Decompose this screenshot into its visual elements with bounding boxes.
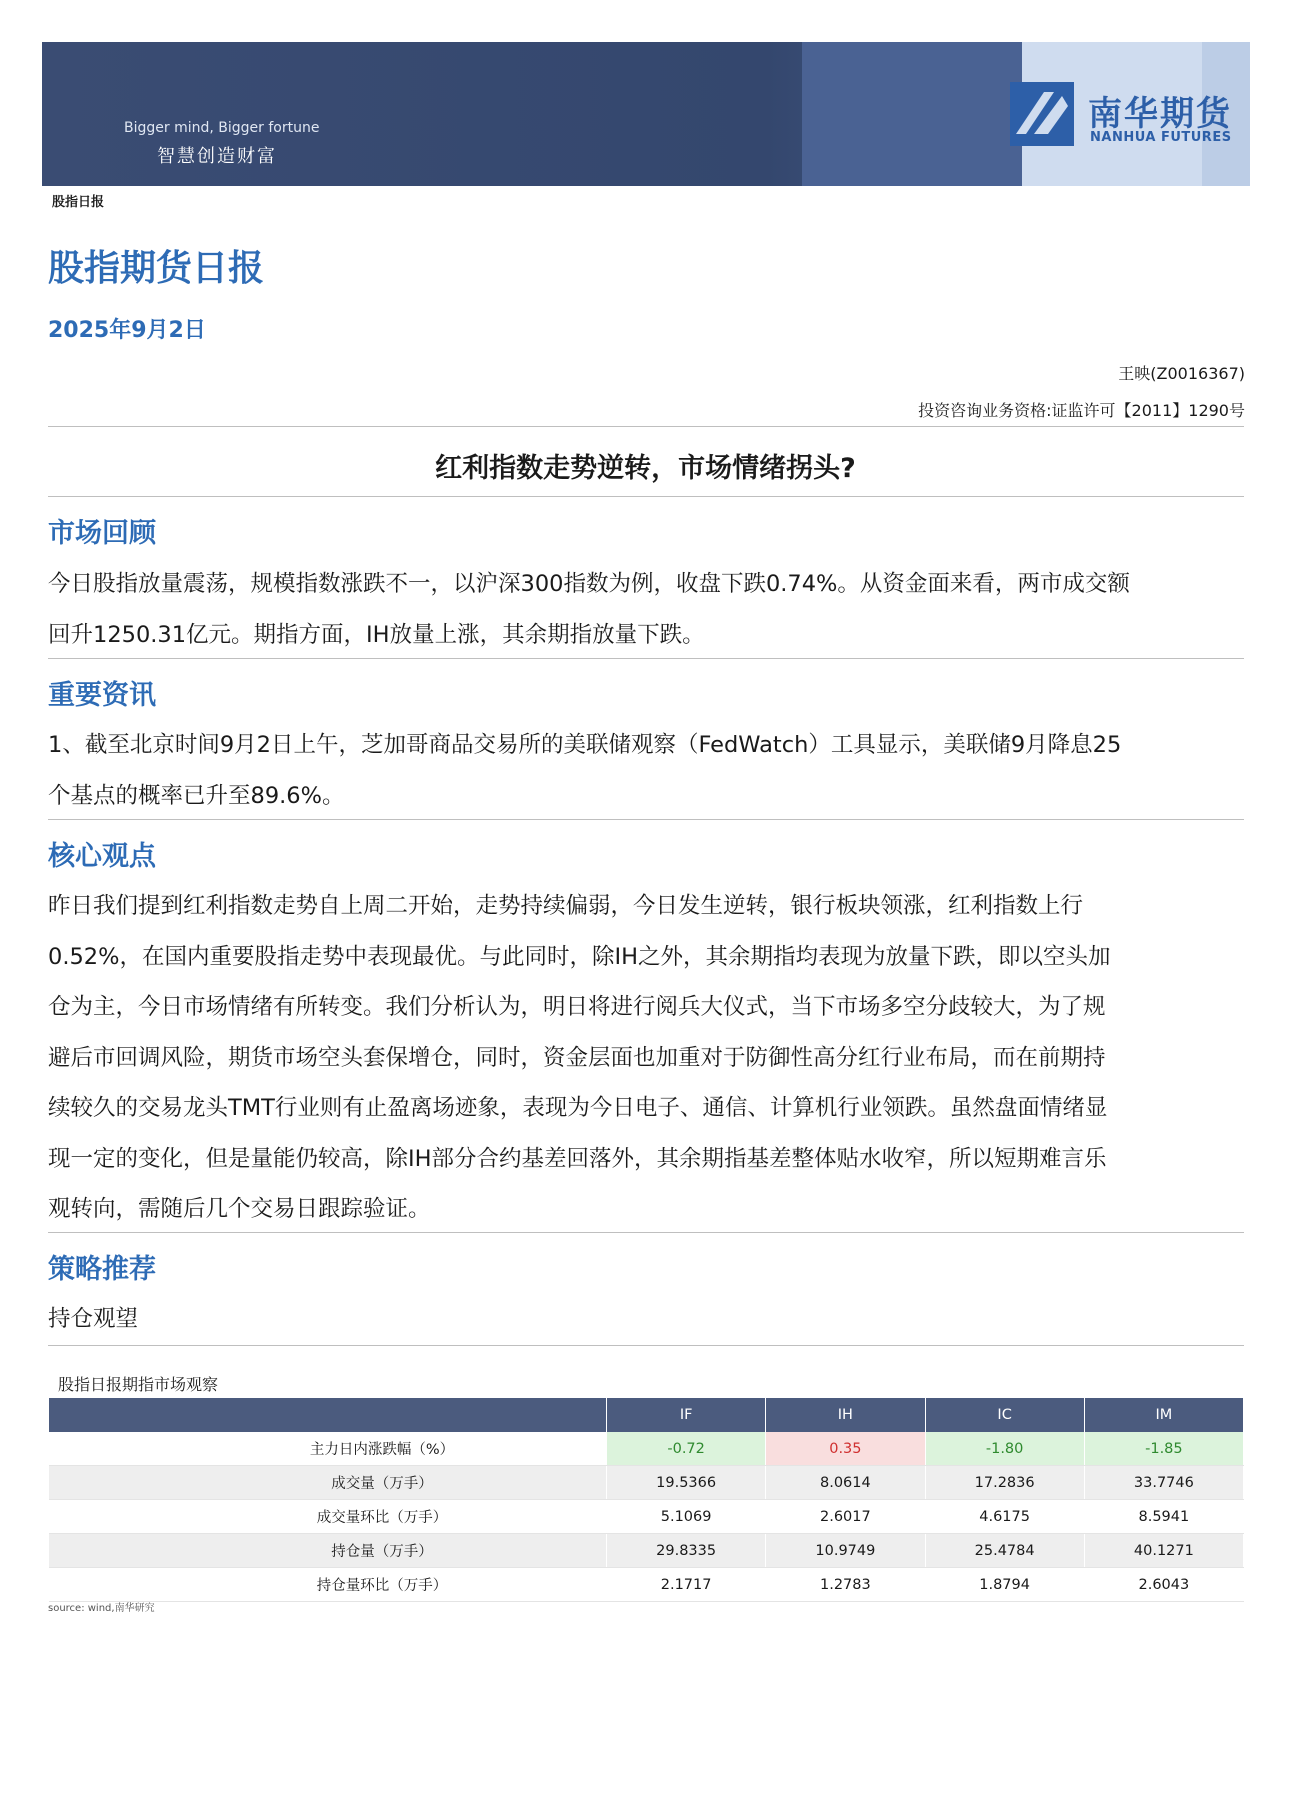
column-header — [49, 1398, 607, 1432]
section-title-core: 核心观点 — [48, 841, 156, 872]
logo-english-name: NANHUA FUTURES — [1090, 130, 1232, 145]
paragraph-line: 个基点的概率已升至89.6%。 — [48, 782, 345, 809]
table-cell: 2.1717 — [607, 1568, 766, 1602]
section-body-core — [48, 881, 1248, 1235]
paragraph-line: 1、截至北京时间9月2日上午，芝加哥商品交易所的美联储观察（FedWatch）工具显示，美联储9月降息25 — [48, 732, 1122, 758]
headline: 红利指数走势逆转，市场情绪拐头? — [435, 453, 856, 484]
row-label: 持仓量环比（万手） — [49, 1568, 607, 1602]
table-cell: 33.7746 — [1084, 1466, 1243, 1500]
paragraph-line: 避后市回调风险，期货市场空头套保增仓，同时，资金层面也加重对于防御性高分红行业布局，而在前期持 — [48, 1044, 1106, 1071]
paragraph-line: 续较久的交易龙头TMT行业则有止盈离场迹象，表现为今日电子、通信、计算机行业领跌。虽然盘面情绪显 — [48, 1095, 1108, 1121]
license-number: 投资咨询业务资格:证监许可【2011】1290号 — [918, 401, 1245, 420]
table-row — [49, 1500, 1244, 1534]
column-header: IC — [925, 1398, 1084, 1432]
market-observation-table — [49, 1398, 1244, 1602]
table-cell: 19.5366 — [607, 1466, 766, 1500]
section-title-strategy: 策略推荐 — [48, 1254, 156, 1285]
table-cell: 5.1069 — [607, 1500, 766, 1534]
divider — [48, 819, 1244, 820]
paragraph-line: 现一定的变化，但是量能仍较高，除IH部分合约基差回落外，其余期指基差整体贴水收窄，所以短期难言乐 — [48, 1145, 1107, 1172]
divider — [48, 496, 1244, 497]
paragraph-line: 观转向，需随后几个交易日跟踪验证。 — [48, 1196, 431, 1222]
table-cell: 0.35 — [766, 1432, 925, 1466]
header-banner — [42, 42, 1250, 186]
paragraph-line: 持仓观望 — [48, 1306, 139, 1332]
logo-mark-icon — [1010, 82, 1074, 146]
table-cell: 10.9749 — [766, 1534, 925, 1568]
table-cell: 29.8335 — [607, 1534, 766, 1568]
table-cell: 1.8794 — [925, 1568, 1084, 1602]
section-body-strategy — [48, 1294, 1248, 1345]
report-date: 2025年9月2日 — [48, 318, 206, 343]
column-header: IF — [607, 1398, 766, 1432]
logo-chinese-name: 南华期货 — [1088, 94, 1232, 134]
table-row — [49, 1466, 1244, 1500]
section-body-review — [48, 559, 1248, 660]
table-cell: 8.5941 — [1084, 1500, 1243, 1534]
report-author: 王映(Z0016367) — [1118, 364, 1245, 383]
table-cell: 4.6175 — [925, 1500, 1084, 1534]
column-header: IH — [766, 1398, 925, 1432]
row-label: 持仓量（万手） — [49, 1534, 607, 1568]
row-label: 成交量环比（万手） — [49, 1500, 607, 1534]
divider — [48, 1232, 1244, 1233]
table-header-row — [49, 1398, 1244, 1432]
table-cell: -1.80 — [925, 1432, 1084, 1466]
table-cell: 2.6017 — [766, 1500, 925, 1534]
row-label: 主力日内涨跌幅（%） — [49, 1432, 607, 1466]
divider — [48, 658, 1244, 659]
divider — [48, 426, 1244, 427]
paragraph-line: 仓为主，今日市场情绪有所转变。我们分析认为，明日将进行阅兵大仪式，当下市场多空分歧较大，为了规 — [48, 994, 1106, 1020]
table-cell: 8.0614 — [766, 1466, 925, 1500]
paragraph-line: 0.52%，在国内重要股指走势中表现最优。与此同时，除IH之外，其余期指均表现为放量下跌，即以空头加 — [48, 943, 1111, 970]
row-label: 成交量（万手） — [49, 1466, 607, 1500]
column-header: IM — [1084, 1398, 1243, 1432]
report-tag: 股指日报 — [52, 195, 105, 210]
table-cell: -1.85 — [1084, 1432, 1243, 1466]
table-source: source: wind,南华研究 — [48, 1603, 155, 1614]
table-cell: 17.2836 — [925, 1466, 1084, 1500]
table-row — [49, 1534, 1244, 1568]
table-cell: 2.6043 — [1084, 1568, 1243, 1602]
banner-stripe — [802, 42, 1022, 186]
table-caption: 股指日报期指市场观察 — [58, 1375, 219, 1394]
section-title-review: 市场回顾 — [48, 518, 156, 549]
company-logo — [1010, 82, 1240, 162]
table-cell: 40.1271 — [1084, 1534, 1243, 1568]
slogan-english: Bigger mind, Bigger fortune — [124, 120, 320, 136]
report-title: 股指期货日报 — [48, 248, 265, 289]
table-row — [49, 1432, 1244, 1466]
paragraph-line: 回升1250.31亿元。期指方面，IH放量上涨，其余期指放量下跌。 — [48, 621, 705, 648]
paragraph-line: 昨日我们提到红利指数走势自上周二开始，走势持续偏弱，今日发生逆转，银行板块领涨，红利指数上行 — [48, 893, 1084, 919]
table-cell: 1.2783 — [766, 1568, 925, 1602]
table-row — [49, 1568, 1244, 1602]
section-body-news — [48, 720, 1248, 821]
table-cell: -0.72 — [607, 1432, 766, 1466]
table-cell: 25.4784 — [925, 1534, 1084, 1568]
slogan-chinese: 智慧创造财富 — [157, 146, 277, 167]
divider — [48, 1345, 1244, 1346]
section-title-news: 重要资讯 — [48, 680, 156, 711]
paragraph-line: 今日股指放量震荡，规模指数涨跌不一，以沪深300指数为例，收盘下跌0.74%。从资金面来看，两市成交额 — [48, 571, 1130, 597]
